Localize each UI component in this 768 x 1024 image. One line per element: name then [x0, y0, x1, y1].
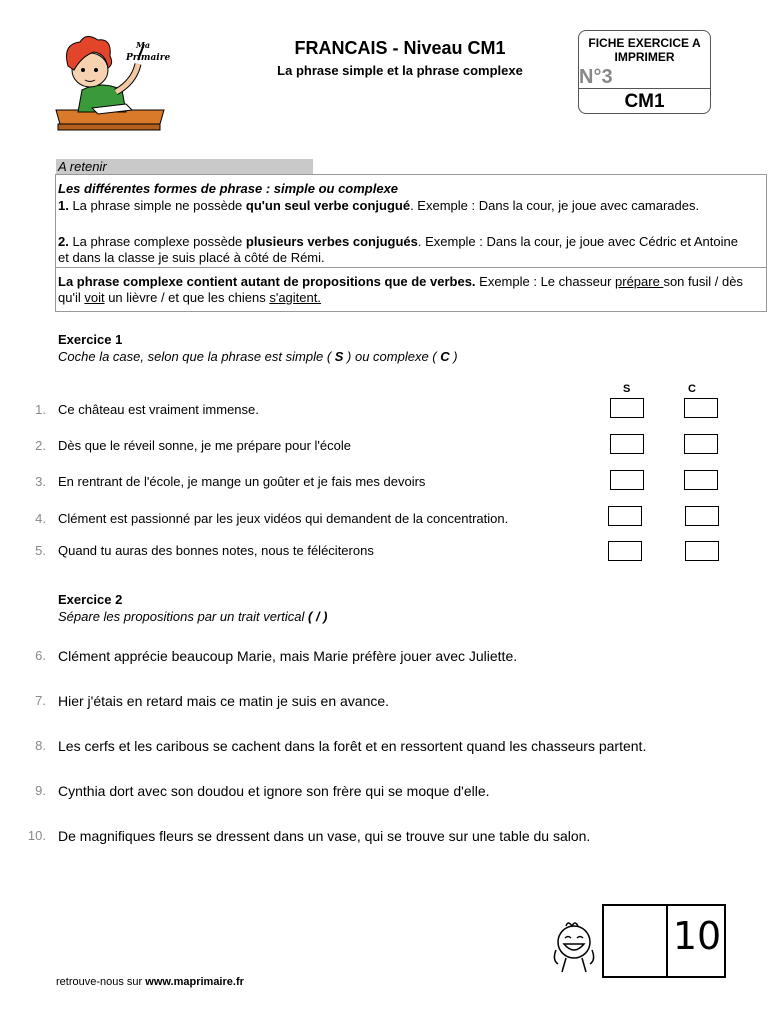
retenir-tab: A retenir [56, 159, 313, 174]
question-number: 9. [35, 783, 46, 798]
point-2-bold: plusieurs verbes conjugués [245, 234, 418, 249]
sentence-text: De magnifiques fleurs se dressent dans un vase, qui se trouve sur une table du salon. [58, 828, 591, 844]
score-box [602, 904, 726, 978]
logo-text-primaire: Primaire [126, 53, 171, 63]
question-text: Dès que le réveil sonne, je me prépare pour l'école [58, 438, 351, 453]
checkbox-simple-5[interactable] [608, 541, 642, 561]
question-number: 6. [35, 648, 46, 663]
girl-studying-logo [52, 30, 172, 132]
footer-site-link[interactable]: www.maprimaire.fr [145, 976, 244, 988]
question-number: 2. [35, 438, 46, 453]
footer-prefix: retrouve-nous sur [56, 976, 146, 988]
rule-text-a: Exemple : Le chasseur [475, 274, 616, 289]
retenir-heading: Les différentes formes de phrase : simple ou complexe [58, 181, 399, 196]
rule-text-b: son fusil / dès qu'il [58, 274, 743, 305]
score-total: 10 [672, 914, 722, 958]
point-1-number: 1. [58, 198, 69, 213]
sentence-text: Hier j'étais en retard mais ce matin je suis en avance. [58, 693, 390, 709]
logo-text-ma: Ma [136, 40, 151, 50]
question-number: 10. [27, 828, 46, 843]
checkbox-complexe-3[interactable] [684, 470, 718, 490]
question-text: Ce château est vraiment immense. [58, 402, 259, 417]
question-text: En rentrant de l'école, je mange un goûter et je fais mes devoirs [58, 474, 426, 489]
question-number: 5. [35, 543, 46, 558]
point-2-text-b: . Exemple : Dans la cour, je joue avec Cédric et Antoine et dans la classe je suis placé à côté de Rémi. [58, 234, 738, 265]
score-divider [666, 906, 668, 976]
sentence-text: Clément apprécie beaucoup Marie, mais Marie préfère jouer avec Juliette. [58, 648, 518, 664]
exercise-2-instructions [58, 609, 328, 624]
fiche-divider [579, 88, 710, 89]
question-text: Clément est passionné par les jeux vidéos qui demandent de la concentration. [58, 511, 509, 526]
checkbox-simple-1[interactable] [610, 398, 644, 418]
page-title: FRANCAIS - Niveau CM1 [294, 38, 506, 58]
smiley-mascot-icon [548, 920, 600, 976]
question-number: 7. [35, 693, 46, 708]
point-1-bold: qu'un seul verbe conjugué [245, 198, 411, 213]
checkbox-simple-2[interactable] [610, 434, 644, 454]
sentence-text: Les cerfs et les caribous se cachent dans la forêt et en ressortent quand les chasseurs partent. [58, 738, 647, 754]
instr-2-a: Sépare les propositions par un trait vertical [58, 609, 309, 624]
rule-verb-3: s'agitent. [269, 290, 321, 305]
checkbox-complexe-5[interactable] [685, 541, 719, 561]
exercise-1-instructions [58, 349, 458, 364]
sentence-text: Cynthia dort avec son doudou et ignore son frère qui se moque d'elle. [58, 783, 490, 799]
fiche-level: CM1 [624, 91, 665, 112]
column-header-s: S [623, 383, 631, 395]
page-subtitle: La phrase simple et la phrase complexe [277, 63, 523, 78]
fiche-label: FICHE EXERCICE A IMPRIMER [588, 36, 701, 64]
question-number: 8. [35, 738, 46, 753]
retenir-point-1 [58, 198, 748, 214]
point-2-number: 2. [58, 234, 69, 249]
rule-bold: La phrase complexe contient autant de propositions que de verbes. [58, 274, 476, 289]
instr-1-a: Coche la case, selon que la phrase est simple ( [58, 349, 335, 364]
rule-text [58, 274, 748, 306]
rule-verb-2: voit [84, 290, 105, 305]
point-1-text-a: La phrase simple ne possède [68, 198, 246, 213]
question-number: 4. [35, 511, 46, 526]
point-2-text-a: La phrase complexe possède [68, 234, 246, 249]
exercise-1-title: Exercice 1 [58, 332, 123, 347]
fiche-badge [578, 30, 711, 114]
instr-1-c: C [440, 349, 450, 364]
instr-1-s: S [334, 349, 344, 364]
exercise-2-title: Exercice 2 [58, 592, 123, 607]
checkbox-complexe-4[interactable] [685, 506, 719, 526]
instr-1-d: ) [449, 349, 458, 364]
checkbox-simple-4[interactable] [608, 506, 642, 526]
checkbox-complexe-1[interactable] [684, 398, 718, 418]
fiche-number: N°3 [579, 66, 613, 88]
question-text: Quand tu auras des bonnes notes, nous te féléciterons [58, 543, 374, 558]
checkbox-complexe-2[interactable] [684, 434, 718, 454]
retenir-point-2 [58, 234, 748, 266]
checkbox-simple-3[interactable] [610, 470, 644, 490]
question-number: 1. [35, 402, 46, 417]
rule-text-c: un lièvre / et que les chiens [104, 290, 270, 305]
point-1-text-b: . Exemple : Dans la cour, je joue avec camarades. [410, 198, 700, 213]
rule-verb-1: prépare [615, 274, 664, 289]
column-header-c: C [688, 383, 696, 395]
question-number: 3. [35, 474, 46, 489]
instr-2-b: ( / ) [308, 609, 328, 624]
footer [56, 976, 244, 988]
instr-1-b: ) ou complexe ( [343, 349, 441, 364]
